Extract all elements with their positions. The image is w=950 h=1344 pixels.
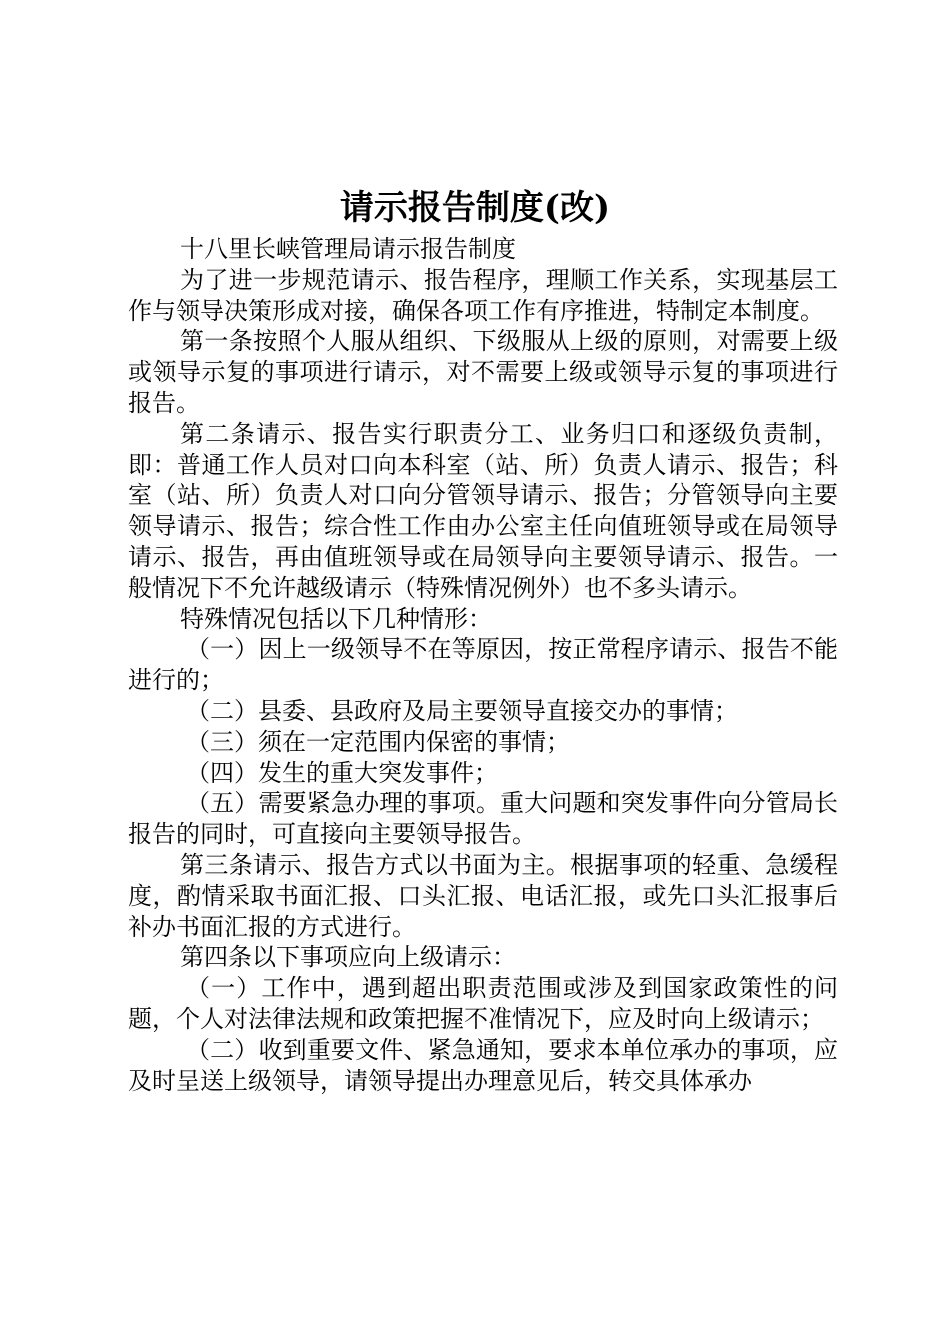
- document-subtitle: 十八里长峡管理局请示报告制度: [180, 235, 516, 263]
- paragraph-article-3: 第三条请示、报告方式以书面为主。根据事项的轻重、急缓程度，酌情采取书面汇报、口头汇报、电话汇报，或先口头汇报事后补办书面汇报的方式进行。: [128, 850, 838, 941]
- paragraph-article-4-item-2: （二）收到重要文件、紧急通知，要求本单位承办的事项，应及时呈送上级领导，请领导提出办理意见后，转交具体承办: [128, 1035, 838, 1095]
- document-title: 请示报告制度(改): [339, 188, 611, 228]
- paragraph-intro: 为了进一步规范请示、报告程序，理顺工作关系，实现基层工作与领导决策形成对接，确保各项工作有序推进，特制定本制度。: [128, 265, 838, 325]
- paragraph-article-4-item-1: （一）工作中，遇到超出职责范围或涉及到国家政策性的问题，个人对法律法规和政策把握不准情况下，应及时向上级请示；: [128, 974, 838, 1033]
- document-body: [128, 234, 838, 1096]
- paragraph-case-4: （四）发生的重大突发事件；: [186, 758, 498, 787]
- paragraph-article-4: 第四条以下事项应向上级请示：: [180, 943, 516, 972]
- paragraph-special-cases: 特殊情况包括以下几种情形：: [180, 604, 492, 633]
- paragraph-case-5: （五）需要紧急办理的事项。重大问题和突发事件向分管局长报告的同时，可直接向主要领导报告。: [128, 789, 838, 849]
- paragraph-case-3: （三）须在一定范围内保密的事情；: [186, 727, 570, 756]
- paragraph-case-1: （一）因上一级领导不在等原因，按正常程序请示、报告不能进行的；: [128, 635, 838, 695]
- paragraph-article-2: 第二条请示、报告实行职责分工、业务归口和逐级负责制，即：普通工作人员对口向本科室（站、所）负责人请示、报告；科室（站、所）负责人对口向分管领导请示、报告；分管领导向主要领导请示、报告；综合性工作由办公室主任向值班领导或在局领导请示、报告，再由值班领导或在局领导向主要领导请示、报告。一般情况下不允许越级请示（特殊情况例外）也不多头请示。: [128, 419, 838, 602]
- paragraph-article-1: 第一条按照个人服从组织、下级服从上级的原则，对需要上级或领导示复的事项进行请示，对不需要上级或领导示复的事项进行报告。: [128, 327, 838, 417]
- paragraph-case-2: （二）县委、县政府及局主要领导直接交办的事情；: [186, 696, 738, 725]
